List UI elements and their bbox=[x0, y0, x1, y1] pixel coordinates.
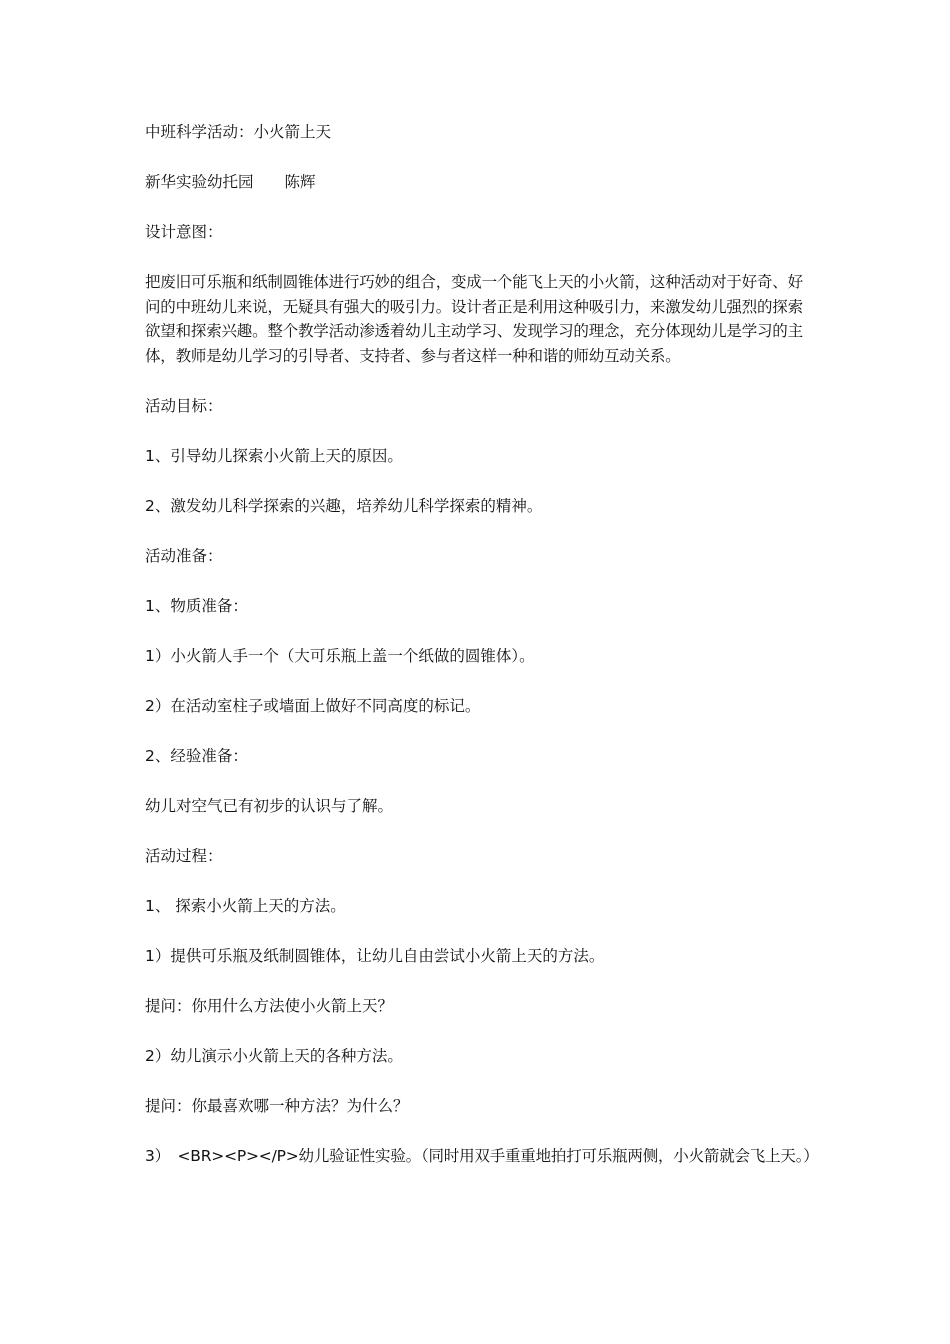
design-heading: 设计意图： bbox=[145, 223, 223, 241]
question-1: 提问：你用什么方法使小火箭上天？ bbox=[145, 997, 394, 1015]
goal-item-1: 1、引导幼儿探索小火箭上天的原因。 bbox=[145, 447, 403, 465]
prep-subitem-1: 1）小火箭人手一个（大可乐瓶上盖一个纸做的圆锥体）。 bbox=[145, 647, 535, 665]
design-body: 把废旧可乐瓶和纸制圆锥体进行巧妙的组合，变成一个能飞上天的小火箭，这种活动对于好奇、好问的中班幼儿来说，无疑具有强大的吸引力。设计者正是利用这种吸引力，来激发幼儿强烈的探索欲望和探索兴趣。整个教学活动渗透着幼儿主动学习、发现学习的理念，充分体现幼儿是学习的主体，教师是幼儿学习的引导者、支持者、参与者这样一种和谐的师幼互动关系。 bbox=[145, 273, 803, 365]
document-title: 中班科学活动：小火箭上天 bbox=[145, 123, 332, 141]
prep-item-2-body: 幼儿对空气已有初步的认识与了解。 bbox=[145, 797, 394, 815]
process-item-1: 1、 探索小火箭上天的方法。 bbox=[145, 897, 346, 915]
prep-item-1: 1、物质准备： bbox=[145, 597, 248, 615]
prep-subitem-2: 2）在活动室柱子或墙面上做好不同高度的标记。 bbox=[145, 697, 481, 715]
document-page bbox=[145, 120, 819, 1195]
prep-heading: 活动准备： bbox=[145, 547, 223, 565]
goal-item-2: 2、激发幼儿科学探索的兴趣，培养幼儿科学探索的精神。 bbox=[145, 497, 543, 515]
prep-item-2: 2、经验准备： bbox=[145, 747, 248, 765]
process-heading: 活动过程： bbox=[145, 847, 223, 865]
goals-heading: 活动目标： bbox=[145, 397, 223, 415]
author-line: 新华实验幼托园 陈辉 bbox=[145, 173, 316, 191]
question-2: 提问：你最喜欢哪一种方法？为什么？ bbox=[145, 1097, 409, 1115]
process-subitem-3: 3） <BR><P></P>幼儿验证性实验。（同时用双手重重地拍打可乐瓶两侧，小火箭就会飞上天。） bbox=[145, 1147, 819, 1165]
process-subitem-2: 2）幼儿演示小火箭上天的各种方法。 bbox=[145, 1047, 403, 1065]
process-subitem-1: 1）提供可乐瓶及纸制圆锥体，让幼儿自由尝试小火箭上天的方法。 bbox=[145, 947, 605, 965]
